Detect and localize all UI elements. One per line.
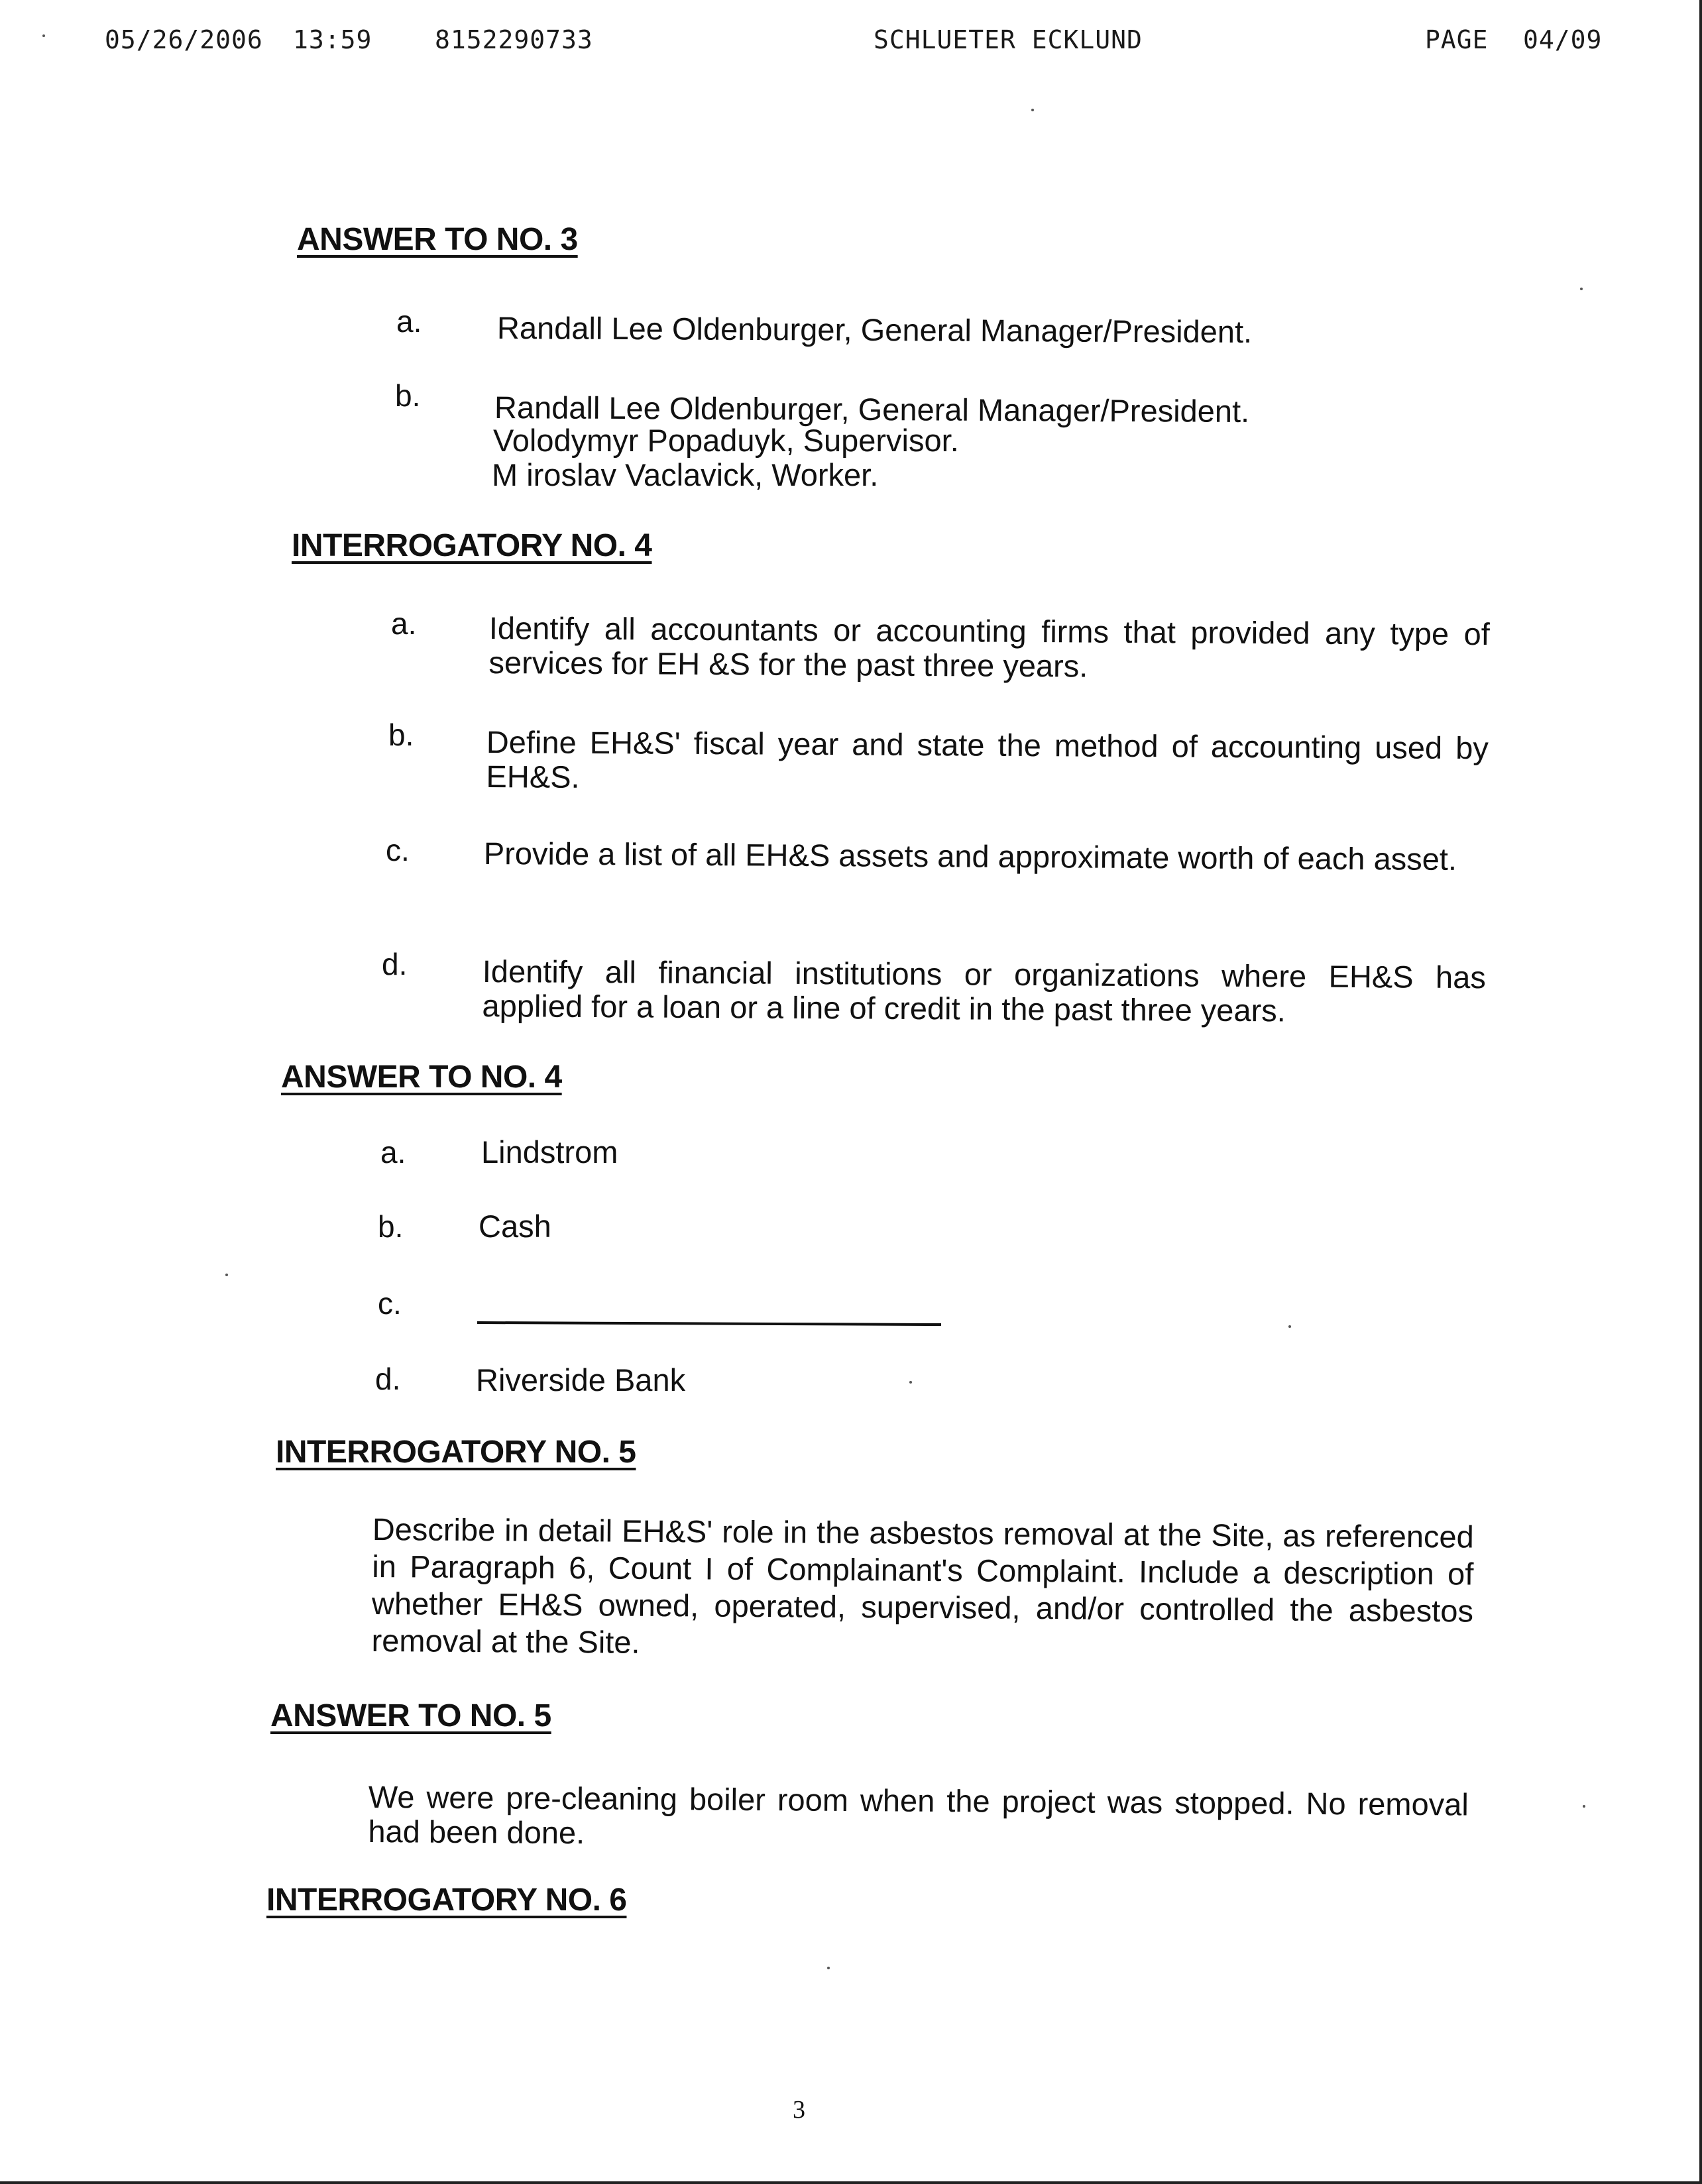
scan-speck — [827, 1967, 830, 1969]
interrogatory-4-d-text: Identify all financial institutions or organizations where EH&S has applied for a loan or a line of credit in the past three years. — [482, 954, 1486, 1028]
fax-date: 05/26/2006 — [105, 25, 263, 54]
answer-3-b-line-3: M iroslav Vaclavick, Worker. — [492, 457, 879, 492]
interrogatory-4-c-label: c. — [386, 833, 410, 867]
fax-time: 13:59 — [293, 25, 372, 54]
answer-4-c-label: c. — [378, 1286, 402, 1321]
scan-speck — [1031, 109, 1034, 111]
interrogatory-4-a-text: Identify all accountants or accounting firms that provided any type of services for EH &S for the past three years. — [488, 610, 1490, 684]
interrogatory-5-text: Describe in detail EH&S' role in the asbestos removal at the Site, as referenced in Paragraph 6, Count I of Complainant's Complaint. Include a description of whether EH&S owned, operated, supervised, and/or controlled the asbestos removal at the Site. — [371, 1511, 1474, 1660]
interrogatory-5-heading: INTERROGATORY NO. 5 — [276, 1435, 636, 1470]
page-number: 3 — [793, 2096, 805, 2124]
answer-3-b-line-1: Randall Lee Oldenburger, General Manager/President. — [494, 390, 1250, 429]
answer-4-a-label: a. — [380, 1135, 406, 1170]
answer-3-a-text: Randall Lee Oldenburger, General Manager/President. — [496, 310, 1253, 349]
answer-4-b-text: Cash — [479, 1209, 551, 1244]
answer-5-text: We were pre-cleaning boiler room when the project was stopped. No removal had been done. — [368, 1779, 1469, 1851]
answer-3-b-line-2: Volodymyr Popaduyk, Supervisor. — [493, 423, 959, 458]
interrogatory-6-heading: INTERROGATORY NO. 6 — [266, 1883, 627, 1918]
fax-page-number: 04/09 — [1523, 25, 1603, 54]
scan-speck — [1583, 1805, 1585, 1808]
scan-speck — [909, 1381, 912, 1384]
scan-speck — [225, 1274, 228, 1276]
answer-4-d-label: d. — [375, 1362, 401, 1396]
answer-4-b-label: b. — [378, 1209, 404, 1244]
fax-phone: 8152290733 — [435, 25, 593, 54]
answer-3-heading: ANSWER TO NO. 3 — [297, 222, 578, 257]
fax-sender: SCHLUETER ECKLUND — [874, 25, 1143, 54]
answer-3-b-label: b. — [395, 378, 421, 413]
interrogatory-4-b-text: Define EH&S' fiscal year and state the method of accounting used by EH&S. — [486, 724, 1489, 794]
answer-4-heading: ANSWER TO NO. 4 — [281, 1060, 562, 1095]
interrogatory-4-c-text: Provide a list of all EH&S assets and approximate worth of each asset. — [483, 836, 1457, 877]
interrogatory-4-b-label: b. — [388, 718, 414, 752]
interrogatory-4-a-label: a. — [391, 606, 417, 641]
answer-4-a-text: Lindstrom — [481, 1134, 618, 1170]
answer-4-c-blank-line — [477, 1321, 941, 1326]
fax-header — [0, 25, 1702, 65]
scan-speck — [1580, 288, 1583, 290]
scan-speck — [42, 34, 45, 37]
answer-5-heading: ANSWER TO NO. 5 — [270, 1698, 551, 1733]
interrogatory-4-heading: INTERROGATORY NO. 4 — [292, 528, 652, 563]
interrogatory-4-d-label: d. — [382, 947, 408, 981]
answer-3-a-label: a. — [396, 304, 422, 339]
scan-speck — [1288, 1325, 1291, 1328]
fax-page-label: PAGE — [1425, 25, 1489, 54]
answer-4-d-text: Riverside Bank — [476, 1362, 686, 1397]
